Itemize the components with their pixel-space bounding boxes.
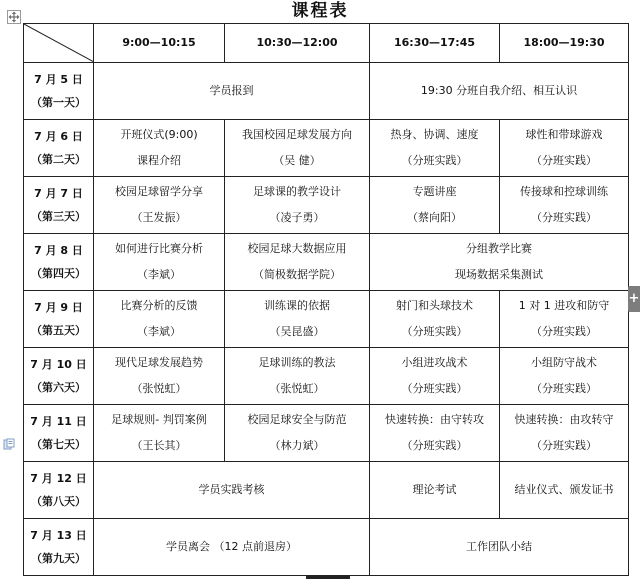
session-topic: 我国校园足球发展方向 (242, 128, 352, 141)
session-cell (370, 234, 629, 291)
day-label-cell (24, 291, 94, 348)
day-ordinal: （第一天） (31, 95, 86, 109)
time-slot-header: 16:30—17:45 (370, 24, 500, 63)
session-topic: 比赛分析的反馈 (120, 299, 198, 312)
session-cell (370, 120, 500, 177)
session-topic: 训练课的依据 (264, 299, 330, 312)
session-cell (94, 348, 225, 405)
day-row (24, 348, 629, 405)
session-topic: 足球课的教学设计 (253, 185, 341, 198)
day-ordinal: （第四天） (31, 266, 86, 280)
session-cell (94, 405, 225, 462)
paste-options-icon[interactable] (3, 438, 15, 450)
session-detail: （王长其） (131, 439, 187, 452)
day-date: 7 月 10 日 (30, 357, 87, 371)
session-detail: （分班实践） (531, 211, 597, 224)
session-detail: （王发振） (131, 211, 187, 224)
session-detail: （蔡向阳） (407, 211, 462, 224)
session-topic: 小组防守战术 (531, 356, 597, 369)
session-cell (94, 291, 225, 348)
table-move-handle-icon[interactable] (7, 10, 21, 24)
session-detail: （分班实践） (531, 439, 597, 452)
session-cell (500, 462, 629, 519)
resize-handle[interactable] (306, 575, 350, 579)
session-topic: 如何进行比赛分析 (115, 242, 203, 255)
session-topic: 学员实践考核 (198, 483, 265, 496)
day-date: 7 月 13 日 (30, 528, 87, 542)
session-detail: （分班实践） (401, 382, 468, 395)
day-date: 7 月 6 日 (34, 129, 83, 143)
session-cell (225, 234, 370, 291)
session-cell (94, 234, 225, 291)
day-date: 7 月 11 日 (30, 414, 87, 428)
session-detail: （分班实践） (531, 154, 597, 167)
session-topic: 理论考试 (412, 483, 457, 496)
session-cell (370, 348, 500, 405)
session-cell (225, 177, 370, 234)
session-topic: 校园足球安全与防范 (247, 413, 347, 426)
session-detail: （分班实践） (401, 439, 468, 452)
corner-diagonal-cell (24, 24, 94, 63)
add-column-button[interactable]: + (628, 286, 640, 312)
time-slot-header: 18:00—19:30 (500, 24, 629, 63)
session-detail: （凌子勇） (269, 211, 325, 224)
day-row (24, 177, 629, 234)
document-title: 课程表 (291, 1, 349, 21)
course-schedule-table (23, 23, 629, 576)
session-detail: （分班实践） (531, 325, 597, 338)
session-cell (370, 405, 500, 462)
session-cell (370, 519, 629, 576)
session-cell (225, 348, 370, 405)
session-cell (225, 120, 370, 177)
day-date: 7 月 12 日 (30, 471, 87, 485)
day-ordinal: （第六天） (31, 380, 86, 394)
session-detail: （李斌） (137, 325, 181, 338)
session-topic: 分组教学比赛 (466, 242, 532, 255)
diagonal-line (24, 24, 94, 62)
session-topic: 学员离会 （12 点前退房） (166, 540, 297, 553)
session-topic: 现代足球发展趋势 (115, 356, 203, 369)
session-cell (94, 462, 370, 519)
day-ordinal: （第八天） (31, 494, 86, 508)
session-topic: 足球训练的教法 (258, 356, 336, 369)
day-label-cell (24, 348, 94, 405)
session-cell (500, 348, 629, 405)
session-cell (370, 63, 629, 120)
session-detail: （分班实践） (401, 154, 468, 167)
session-cell (370, 462, 500, 519)
session-cell (500, 120, 629, 177)
session-detail: 现场数据采集测试 (455, 268, 543, 281)
day-ordinal: （第九天） (31, 551, 86, 565)
day-row (24, 234, 629, 291)
day-label-cell (24, 177, 94, 234)
session-cell (94, 120, 225, 177)
session-topic: 工作团队小结 (466, 540, 532, 553)
session-detail: （林力斌） (269, 439, 325, 452)
session-detail: （吴 健） (273, 154, 321, 167)
session-cell (94, 177, 225, 234)
session-cell (500, 291, 629, 348)
day-row (24, 63, 629, 120)
session-cell (225, 405, 370, 462)
day-row (24, 405, 629, 462)
session-topic: 开班仪式(9:00) (120, 128, 198, 141)
day-date: 7 月 9 日 (34, 300, 83, 314)
day-label-cell (24, 462, 94, 519)
day-row (24, 120, 629, 177)
session-topic: 小组进攻战术 (401, 356, 468, 369)
session-topic: 19:30 分班自我介绍、相互认识 (420, 84, 578, 97)
header-row (24, 24, 629, 63)
session-topic: 校园足球大数据应用 (247, 242, 347, 255)
day-ordinal: （第三天） (31, 209, 86, 223)
day-label-cell (24, 120, 94, 177)
day-ordinal: （第七天） (31, 437, 86, 451)
session-topic: 热身、协调、速度 (390, 128, 479, 141)
session-topic: 足球规则- 判罚案例 (111, 413, 207, 426)
session-cell (370, 291, 500, 348)
day-label-cell (24, 63, 94, 120)
session-topic: 快速转换：由守转攻 (385, 413, 484, 426)
session-cell (94, 63, 370, 120)
session-detail: （张悦虹） (269, 382, 325, 395)
session-topic: 球性和带球游戏 (525, 128, 603, 141)
session-topic: 传接球和控球训练 (520, 185, 608, 198)
day-row (24, 462, 629, 519)
session-cell (94, 519, 370, 576)
day-ordinal: （第五天） (31, 323, 86, 337)
day-row (24, 291, 629, 348)
session-cell (500, 177, 629, 234)
session-topic: 专题讲座 (412, 185, 457, 198)
day-date: 7 月 8 日 (34, 243, 83, 257)
day-date: 7 月 5 日 (34, 72, 83, 86)
session-cell (500, 405, 629, 462)
session-topic: 校园足球留学分享 (115, 185, 203, 198)
session-detail: （分班实践） (401, 325, 468, 338)
session-topic: 快速转换：由攻转守 (514, 413, 614, 426)
session-topic: 学员报到 (209, 84, 254, 97)
day-ordinal: （第二天） (31, 152, 86, 166)
session-topic: 1 对 1 进攻和防守 (518, 299, 610, 312)
session-topic: 射门和头球技术 (396, 299, 473, 312)
session-cell (225, 291, 370, 348)
day-label-cell (24, 234, 94, 291)
time-slot-header: 10:30—12:00 (225, 24, 370, 63)
session-detail: （张悦虹） (131, 382, 187, 395)
day-date: 7 月 7 日 (34, 186, 83, 200)
session-detail: （吴昆盛） (269, 325, 325, 338)
day-label-cell (24, 405, 94, 462)
time-slot-header: 9:00—10:15 (94, 24, 225, 63)
day-label-cell (24, 519, 94, 576)
session-detail: （简极数据学院） (253, 268, 341, 281)
session-detail: 课程介绍 (137, 154, 181, 167)
session-topic: 结业仪式、颁发证书 (514, 483, 614, 496)
session-detail: （分班实践） (531, 382, 597, 395)
day-row (24, 519, 629, 576)
session-cell (370, 177, 500, 234)
session-detail: （李斌） (137, 268, 181, 281)
